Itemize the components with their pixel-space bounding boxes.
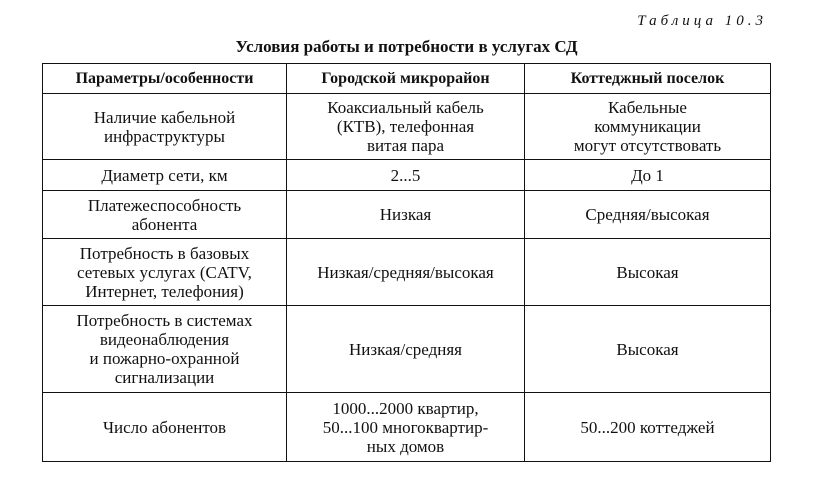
- table-header-row: [43, 64, 771, 94]
- table-cell: Высокая: [525, 239, 771, 306]
- column-header: Коттеджный поселок: [525, 64, 771, 94]
- table-row: [43, 393, 771, 462]
- column-header: Городской микрорайон: [287, 64, 525, 94]
- table-cell: Средняя/высокая: [525, 191, 771, 239]
- table-row: [43, 239, 771, 306]
- table-cell: Диаметр сети, км: [43, 160, 287, 191]
- table-cell: 1000...2000 квартир, 50...100 многоквартир- ных домов: [287, 393, 525, 462]
- table-cell: Низкая/средняя: [287, 306, 525, 393]
- table-cell: До 1: [525, 160, 771, 191]
- table-row: [43, 94, 771, 160]
- table-cell: Наличие кабельной инфраструктуры: [43, 94, 287, 160]
- column-header: Параметры/особенности: [43, 64, 287, 94]
- table-cell: Низкая/средняя/высокая: [287, 239, 525, 306]
- table-row: [43, 306, 771, 393]
- table-cell: 2...5: [287, 160, 525, 191]
- table-title: Условия работы и потребности в услугах СД: [235, 37, 578, 56]
- table-cell: Низкая: [287, 191, 525, 239]
- data-table: [42, 63, 771, 462]
- table-cell: Коаксиальный кабель (КТВ), телефонная витая пара: [287, 94, 525, 160]
- table-cell: Число абонентов: [43, 393, 287, 462]
- table-cell: Высокая: [525, 306, 771, 393]
- table-cell: Потребность в системах видеонаблюдения и пожарно-охранной сигнализации: [43, 306, 287, 393]
- table-cell: 50...200 коттеджей: [525, 393, 771, 462]
- table-row: [43, 160, 771, 191]
- table-number: Таблица 10.3: [637, 13, 767, 29]
- table-row: [43, 191, 771, 239]
- table-cell: Кабельные коммуникации могут отсутствовать: [525, 94, 771, 160]
- table-cell: Платежеспособность абонента: [43, 191, 287, 239]
- table-cell: Потребность в базовых сетевых услугах (CATV, Интернет, телефония): [43, 239, 287, 306]
